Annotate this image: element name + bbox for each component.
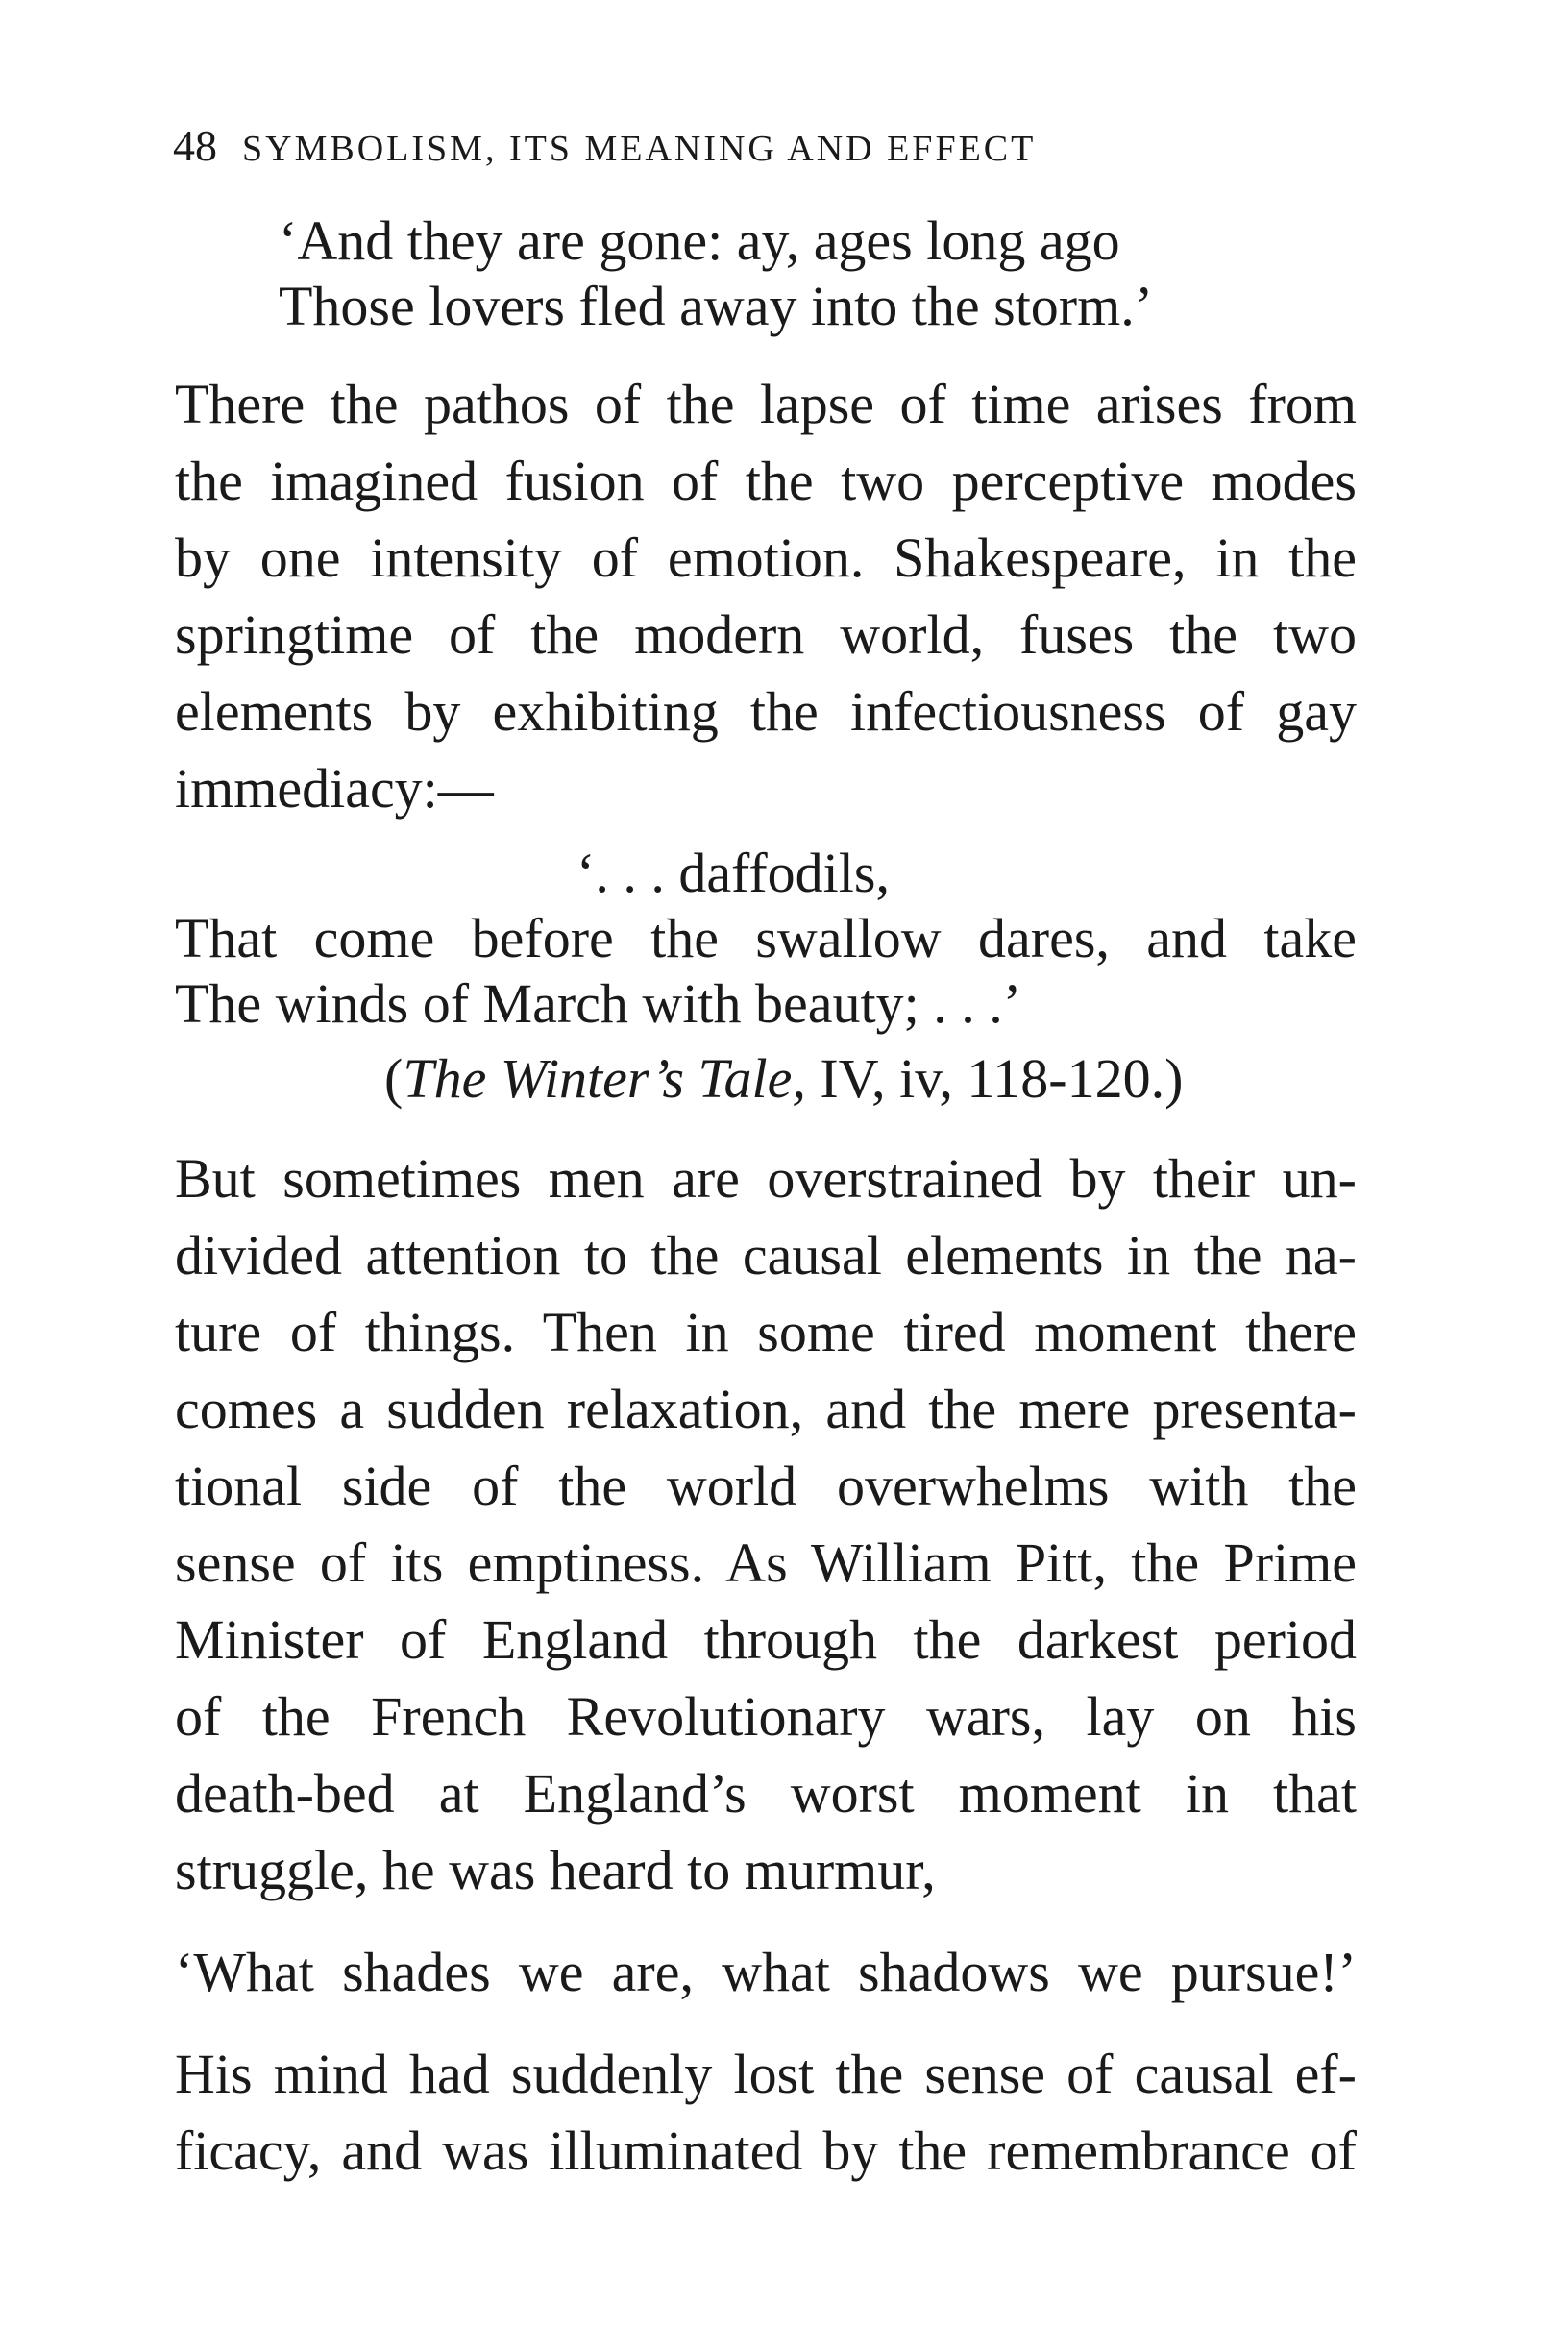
paragraph-line: by one intensity of emotion. Shakespeare, in the <box>175 527 1357 589</box>
verse-line: ‘. . . daffodils, <box>576 842 890 904</box>
paragraph-line: sense of its emptiness. As William Pitt, the Prime <box>175 1531 1357 1594</box>
verse-line: Those lovers fled away into the storm.’ <box>279 275 1154 337</box>
paragraph-line: divided attention to the causal elements in the na- <box>175 1224 1357 1286</box>
verse-line: That come before the swallow dares, and take <box>175 907 1357 969</box>
running-title: SYMBOLISM, ITS MEANING AND EFFECT <box>242 129 1037 169</box>
paragraph-line: Minister of England through the darkest period <box>175 1608 1357 1671</box>
citation-open: ( <box>384 1047 404 1110</box>
paragraph-line: There the pathos of the lapse of time arises from <box>175 373 1357 435</box>
citation-work-title: The Winter’s Tale, <box>403 1047 806 1110</box>
verse-line: The winds of March with beauty; . . .’ <box>175 972 1022 1035</box>
paragraph-line: elements by exhibiting the infectiousness of gay <box>175 680 1357 743</box>
paragraph-line: comes a sudden relaxation, and the mere presenta- <box>175 1378 1357 1440</box>
paragraph-line: death-bed at England’s worst moment in that <box>175 1762 1357 1825</box>
paragraph-line: the imagined fusion of the two perceptive modes <box>175 450 1357 512</box>
paragraph-line: ture of things. Then in some tired moment there <box>175 1301 1357 1363</box>
paragraph-line: tional side of the world overwhelms with the <box>175 1455 1357 1517</box>
page-header <box>173 120 1364 178</box>
paragraph-line: struggle, he was heard to murmur, <box>175 1839 936 1901</box>
page-number: 48 <box>173 121 217 170</box>
verse-line: ‘And they are gone: ay, ages long ago <box>279 209 1120 272</box>
paragraph-line: ficacy, and was illuminated by the remembrance of <box>175 2119 1357 2182</box>
paragraph-line: His mind had suddenly lost the sense of causal ef- <box>175 2043 1357 2105</box>
pitt-quote: ‘What shades we are, what shadows we pursue!’ <box>175 1941 1357 2003</box>
paragraph-line: springtime of the modern world, fuses the two <box>175 603 1357 666</box>
paragraph-line: But sometimes men are overstrained by their un- <box>175 1147 1357 1210</box>
citation <box>384 1047 1184 1110</box>
citation-location: IV, iv, 118-120.) <box>805 1047 1184 1110</box>
paragraph-line: of the French Revolutionary wars, lay on his <box>175 1685 1357 1748</box>
paragraph-line: immediacy:— <box>175 757 494 820</box>
